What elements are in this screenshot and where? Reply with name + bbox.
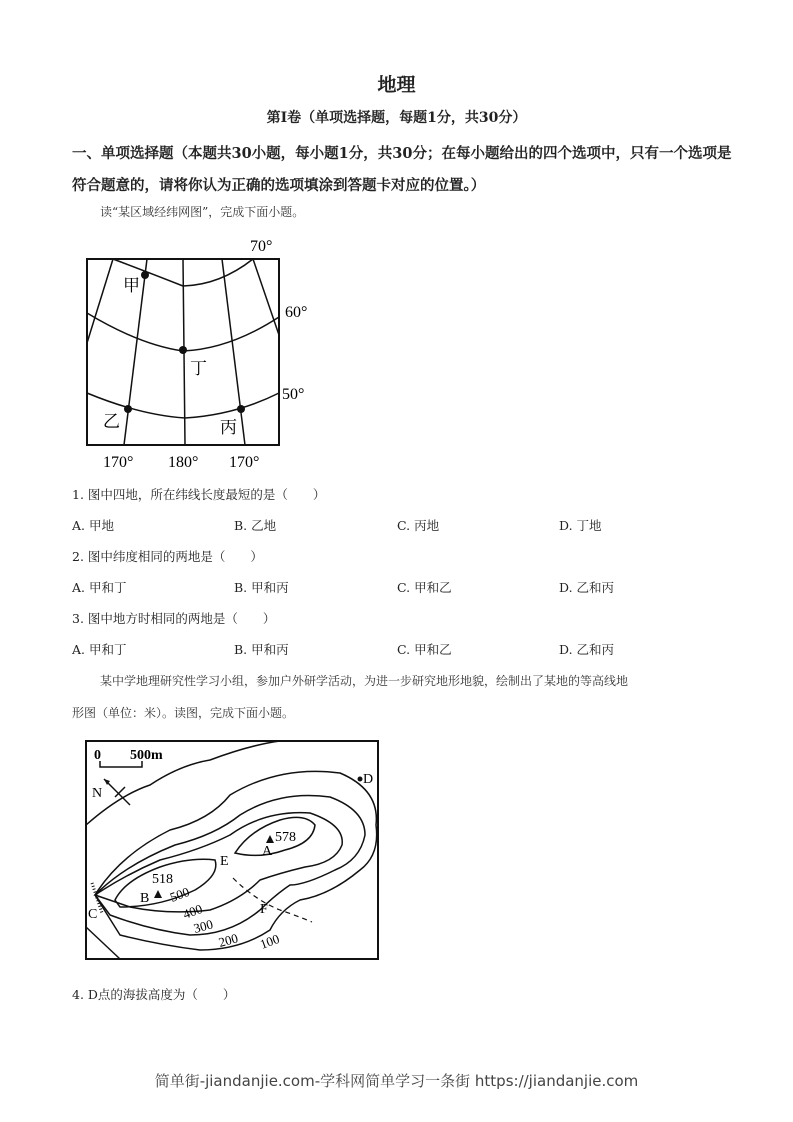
q2-option-d[interactable]: D. 乙和丙 [559, 580, 615, 595]
q2-option-a[interactable]: A. 甲和丁 [72, 580, 127, 595]
q3-option-d[interactable]: D. 乙和丙 [559, 642, 615, 657]
contour-300: 300 [191, 916, 215, 936]
north-label: N [92, 786, 103, 801]
q3-option-a[interactable]: A. 甲和丁 [72, 642, 127, 657]
q1-option-c[interactable]: C. 丙地 [397, 518, 440, 533]
lat-60-label: 60° [285, 304, 308, 321]
page-title: 地理 [377, 74, 416, 96]
contour-map [80, 735, 385, 965]
peak-a-height: 578 [275, 830, 296, 845]
point-e: E [220, 854, 229, 869]
group2-intro-line1: 某中学地理研究性学习小组，参加户外研学活动，为进一步研究地形地貌，绘制出了某地的等高线地 [100, 674, 629, 688]
point-c: C [88, 907, 98, 922]
scale-label: 500m [130, 748, 163, 763]
q2-option-b[interactable]: B. 甲和丙 [234, 580, 289, 595]
question-4-stem: 4. D点的海拔高度为（ ） [72, 987, 236, 1002]
q2-option-c[interactable]: C. 甲和乙 [397, 580, 452, 595]
point-bing: 丙 [220, 418, 237, 437]
group1-intro: 读“某区域经纬网图”，完成下面小题。 [100, 205, 305, 219]
peak-b-height: 518 [152, 872, 173, 887]
paper-subtitle: 第Ⅰ卷（单项选择题，每题1分，共30分） [266, 110, 527, 126]
question-2-stem: 2. 图中纬度相同的两地是（ ） [72, 549, 263, 564]
section-heading: 一、单项选择题（本题共30小题，每小题1分，共30分；在每小题给出的四个选项中，只有一个选项是符合题意的，请将你认为正确的选项填涂到答题卡对应的位置。） [72, 145, 732, 194]
contour-500: 500 [167, 884, 192, 905]
point-yi: 乙 [103, 412, 120, 431]
q3-option-c[interactable]: C. 甲和乙 [397, 642, 452, 657]
lat-70-label: 70° [250, 238, 273, 255]
group2-intro-line2: 形图（单位：米）。读图，完成下面小题。 [72, 706, 295, 720]
q1-option-a[interactable]: A. 甲地 [72, 518, 114, 533]
q1-option-b[interactable]: B. 乙地 [234, 518, 277, 533]
contour-400: 400 [180, 901, 205, 922]
point-f: F [260, 902, 268, 917]
peak-b-label: B [140, 891, 150, 906]
point-jia: 甲 [123, 276, 140, 295]
point-ding: 丁 [190, 359, 207, 378]
q3-option-b[interactable]: B. 甲和丙 [234, 642, 289, 657]
footer-watermark: 简单街-jiandanjie.com-学科网简单学习一条街 https://jiandanjie.com [154, 1072, 639, 1090]
contour-100: 100 [257, 931, 282, 952]
peak-a-label: A [262, 844, 273, 859]
scale-zero: 0 [94, 748, 101, 763]
question-1-stem: 1. 图中四地，所在纬线长度最短的是（ ） [72, 487, 326, 502]
lat-50-label: 50° [282, 386, 305, 403]
point-d: D [363, 772, 374, 787]
lon-170w-label: 170° [103, 454, 134, 471]
lon-170e-label: 170° [229, 454, 260, 471]
q1-option-d[interactable]: D. 丁地 [559, 518, 602, 533]
contour-200: 200 [216, 930, 240, 950]
question-3-stem: 3. 图中地方时相同的两地是（ ） [72, 611, 276, 626]
graticule-map [70, 225, 340, 480]
lon-180-label: 180° [168, 454, 199, 471]
